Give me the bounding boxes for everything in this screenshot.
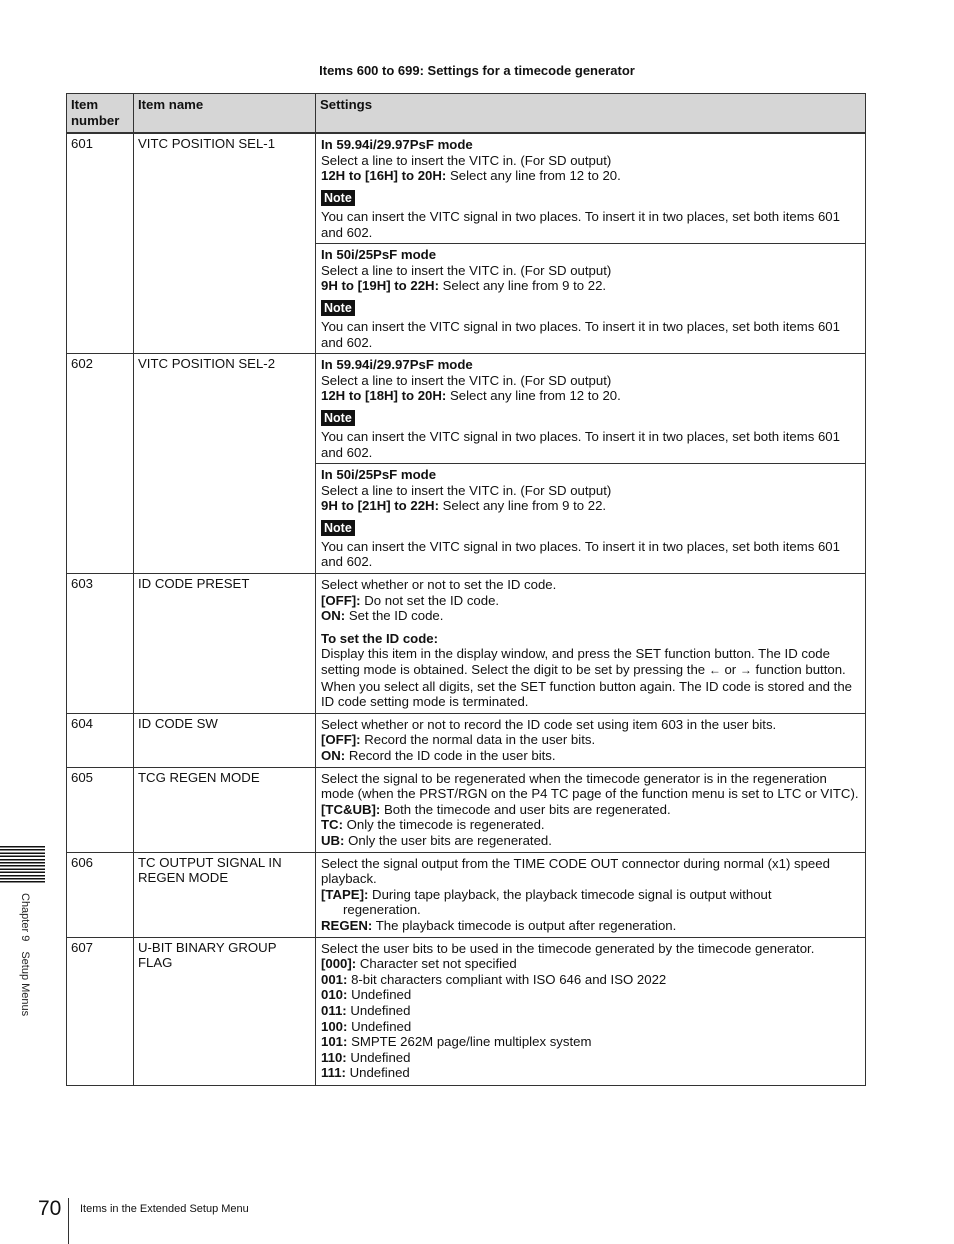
item-name: TC OUTPUT SIGNAL IN REGEN MODE [134, 852, 316, 937]
settings-table [66, 93, 866, 1086]
option-value: The playback timecode is output after regeneration. [372, 917, 677, 933]
option-value: Undefined [346, 1049, 411, 1065]
settings-intro: Select the user bits to be used in the timecode generated by the timecode generator. [321, 940, 815, 956]
chapter-label: Chapter 9 [19, 893, 31, 942]
mode-desc: Select a line to insert the VITC in. (For SD output) [321, 372, 612, 388]
chapter-sidebar-label [19, 893, 31, 1033]
option-line [321, 802, 859, 818]
settings-intro: Select whether or not to record the ID code set using item 603 in the user bits. [321, 716, 777, 732]
option-key: TC: [321, 817, 343, 833]
item-settings [316, 354, 866, 574]
option-continuation: regeneration. [343, 902, 421, 918]
option-value: Record the ID code in the user bits. [345, 748, 556, 763]
option-line [321, 918, 859, 934]
option-line [321, 1019, 859, 1035]
item-name: U-BIT BINARY GROUP FLAG [134, 937, 316, 1085]
option-value: Undefined [347, 1018, 412, 1034]
note-text: You can insert the VITC signal in two places. To insert it in two places, set both items 601 and 602. [321, 538, 840, 570]
option-value: 8-bit characters compliant with ISO 646 and ISO 2022 [347, 971, 667, 987]
item-number: 602 [67, 354, 134, 574]
option-value: Select any line from 9 to 22. [438, 278, 607, 294]
item-settings [316, 133, 866, 353]
chapter-tab-bars [0, 846, 45, 884]
option-value: Only the user bits are regenerated. [344, 832, 552, 848]
mode-title: In 59.94i/29.97PsF mode [321, 137, 473, 153]
option-key: 010: [321, 987, 348, 1003]
option-key: [OFF]: [321, 592, 361, 608]
item-number: 607 [67, 937, 134, 1085]
table-row [67, 354, 866, 574]
option-key: ON: [321, 748, 346, 763]
settings-intro: Select whether or not to set the ID code. [321, 577, 557, 593]
header-item-name: Item name [134, 94, 316, 134]
procedure-text: Display this item in the display window, and press the SET function button. The ID code setting mode is obtained. Select the digit to be set by pressing the ← or → function button. When you select all digits, set the SET function button again. The ID code is stored and the ID code setting mode is terminated. [321, 646, 852, 710]
mode-desc: Select a line to insert the VITC in. (For SD output) [321, 152, 612, 168]
option-key: ON: [321, 608, 346, 624]
table-row [67, 937, 866, 1085]
option-value: Only the timecode is regenerated. [342, 817, 545, 833]
option-key: 001: [321, 971, 348, 987]
item-number: 604 [67, 713, 134, 767]
table-row [67, 852, 866, 937]
option-line [321, 987, 859, 1003]
item-name: ID CODE SW [134, 713, 316, 767]
note-label: Note [321, 300, 355, 316]
option-line [321, 593, 859, 609]
mode-block [316, 463, 865, 573]
header-settings: Settings [316, 94, 866, 134]
option-value: Both the timecode and user bits are regenerated. [380, 801, 671, 817]
option-line [321, 887, 859, 903]
table-row [67, 574, 866, 714]
mode-title: In 59.94i/29.97PsF mode [321, 357, 473, 373]
option-line [321, 1050, 859, 1066]
table-row [67, 713, 866, 767]
option-value: Undefined [346, 1002, 411, 1018]
note-text: You can insert the VITC signal in two places. To insert it in two places, set both items 601 and 602. [321, 428, 840, 460]
option-value: During tape playback, the playback timecode signal is output without [368, 886, 772, 902]
item-settings [316, 574, 866, 714]
footer-divider [68, 1198, 69, 1244]
left-arrow-icon: ← [708, 663, 721, 678]
option-line [321, 732, 859, 748]
option-line [321, 1003, 859, 1019]
option-value: Select any line from 12 to 20. [446, 388, 621, 404]
settings-intro: Select the signal to be regenerated when the timecode generator is in the regeneration mode (when the PRST/RGN on the P4 TC page of the function menu is set to LTC or VITC). [321, 770, 859, 802]
option-line [321, 817, 859, 833]
option-key: [000]: [321, 956, 357, 972]
item-name: VITC POSITION SEL-2 [134, 354, 316, 574]
option-line [321, 956, 859, 972]
option-line [321, 388, 859, 404]
note-label: Note [321, 190, 355, 206]
option-key: 011: [321, 1002, 347, 1018]
option-line [321, 833, 859, 849]
option-key: 12H to [18H] to 20H: [321, 388, 447, 404]
mode-desc: Select a line to insert the VITC in. (For SD output) [321, 262, 612, 278]
option-line [321, 1065, 859, 1081]
item-number: 603 [67, 574, 134, 714]
mode-title: In 50i/25PsF mode [321, 467, 437, 483]
option-line [321, 1034, 859, 1050]
settings-intro: Select the signal output from the TIME CODE OUT connector during normal (x1) speed playback. [321, 855, 830, 887]
note-label: Note [321, 410, 355, 426]
page-heading: Items 600 to 699: Settings for a timecode generator [319, 63, 635, 78]
right-arrow-icon: → [739, 663, 752, 678]
item-number: 601 [67, 133, 134, 353]
option-value: Undefined [345, 1065, 410, 1081]
mode-block [316, 134, 865, 243]
option-line [321, 748, 859, 764]
option-line [321, 278, 859, 294]
option-key: 111: [321, 1065, 346, 1081]
option-key: 110: [321, 1049, 347, 1065]
option-value: SMPTE 262M page/line multiplex system [347, 1034, 592, 1050]
page-number: 70 [38, 1197, 62, 1220]
option-value: Character set not specified [356, 956, 517, 972]
item-number: 606 [67, 852, 134, 937]
mode-desc: Select a line to insert the VITC in. (For SD output) [321, 482, 612, 498]
item-settings [316, 937, 866, 1085]
procedure-title: To set the ID code: [321, 630, 438, 646]
option-key: [TAPE]: [321, 886, 369, 902]
option-key: UB: [321, 832, 345, 848]
option-key: [OFF]: [321, 732, 361, 748]
option-key: 9H to [19H] to 22H: [321, 278, 439, 294]
option-value: Set the ID code. [345, 608, 444, 624]
header-item-number: Item number [67, 94, 134, 134]
item-name: TCG REGEN MODE [134, 767, 316, 852]
option-value: Select any line from 12 to 20. [446, 168, 621, 184]
item-name: VITC POSITION SEL-1 [134, 133, 316, 353]
option-key: 9H to [21H] to 22H: [321, 498, 439, 514]
option-key: 12H to [16H] to 20H: [321, 168, 447, 184]
option-key: 101: [321, 1034, 348, 1050]
option-line [321, 972, 859, 988]
option-line [321, 498, 859, 514]
mode-block [316, 354, 865, 463]
item-number: 605 [67, 767, 134, 852]
note-text: You can insert the VITC signal in two places. To insert it in two places, set both items 601 and 602. [321, 318, 840, 350]
note-text: You can insert the VITC signal in two places. To insert it in two places, set both items 601 and 602. [321, 208, 840, 240]
table-row [67, 133, 866, 353]
footer-title: Items in the Extended Setup Menu [80, 1203, 249, 1215]
option-value: Record the normal data in the user bits. [360, 732, 596, 748]
option-value: Undefined [347, 987, 412, 1003]
table-row [67, 767, 866, 852]
item-settings [316, 767, 866, 852]
option-key: REGEN: [321, 917, 373, 933]
mode-block [316, 243, 865, 353]
mode-title: In 50i/25PsF mode [321, 247, 437, 263]
option-key: [TC&UB]: [321, 801, 381, 817]
item-name: ID CODE PRESET [134, 574, 316, 714]
note-label: Note [321, 520, 355, 536]
item-settings [316, 852, 866, 937]
option-key: 100: [321, 1018, 348, 1034]
table-header-row [67, 94, 866, 134]
item-settings [316, 713, 866, 767]
option-line [321, 608, 859, 624]
option-value: Do not set the ID code. [360, 592, 500, 608]
option-line [321, 168, 859, 184]
option-value: Select any line from 9 to 22. [438, 498, 607, 514]
section-label: Setup Menus [19, 951, 31, 1017]
